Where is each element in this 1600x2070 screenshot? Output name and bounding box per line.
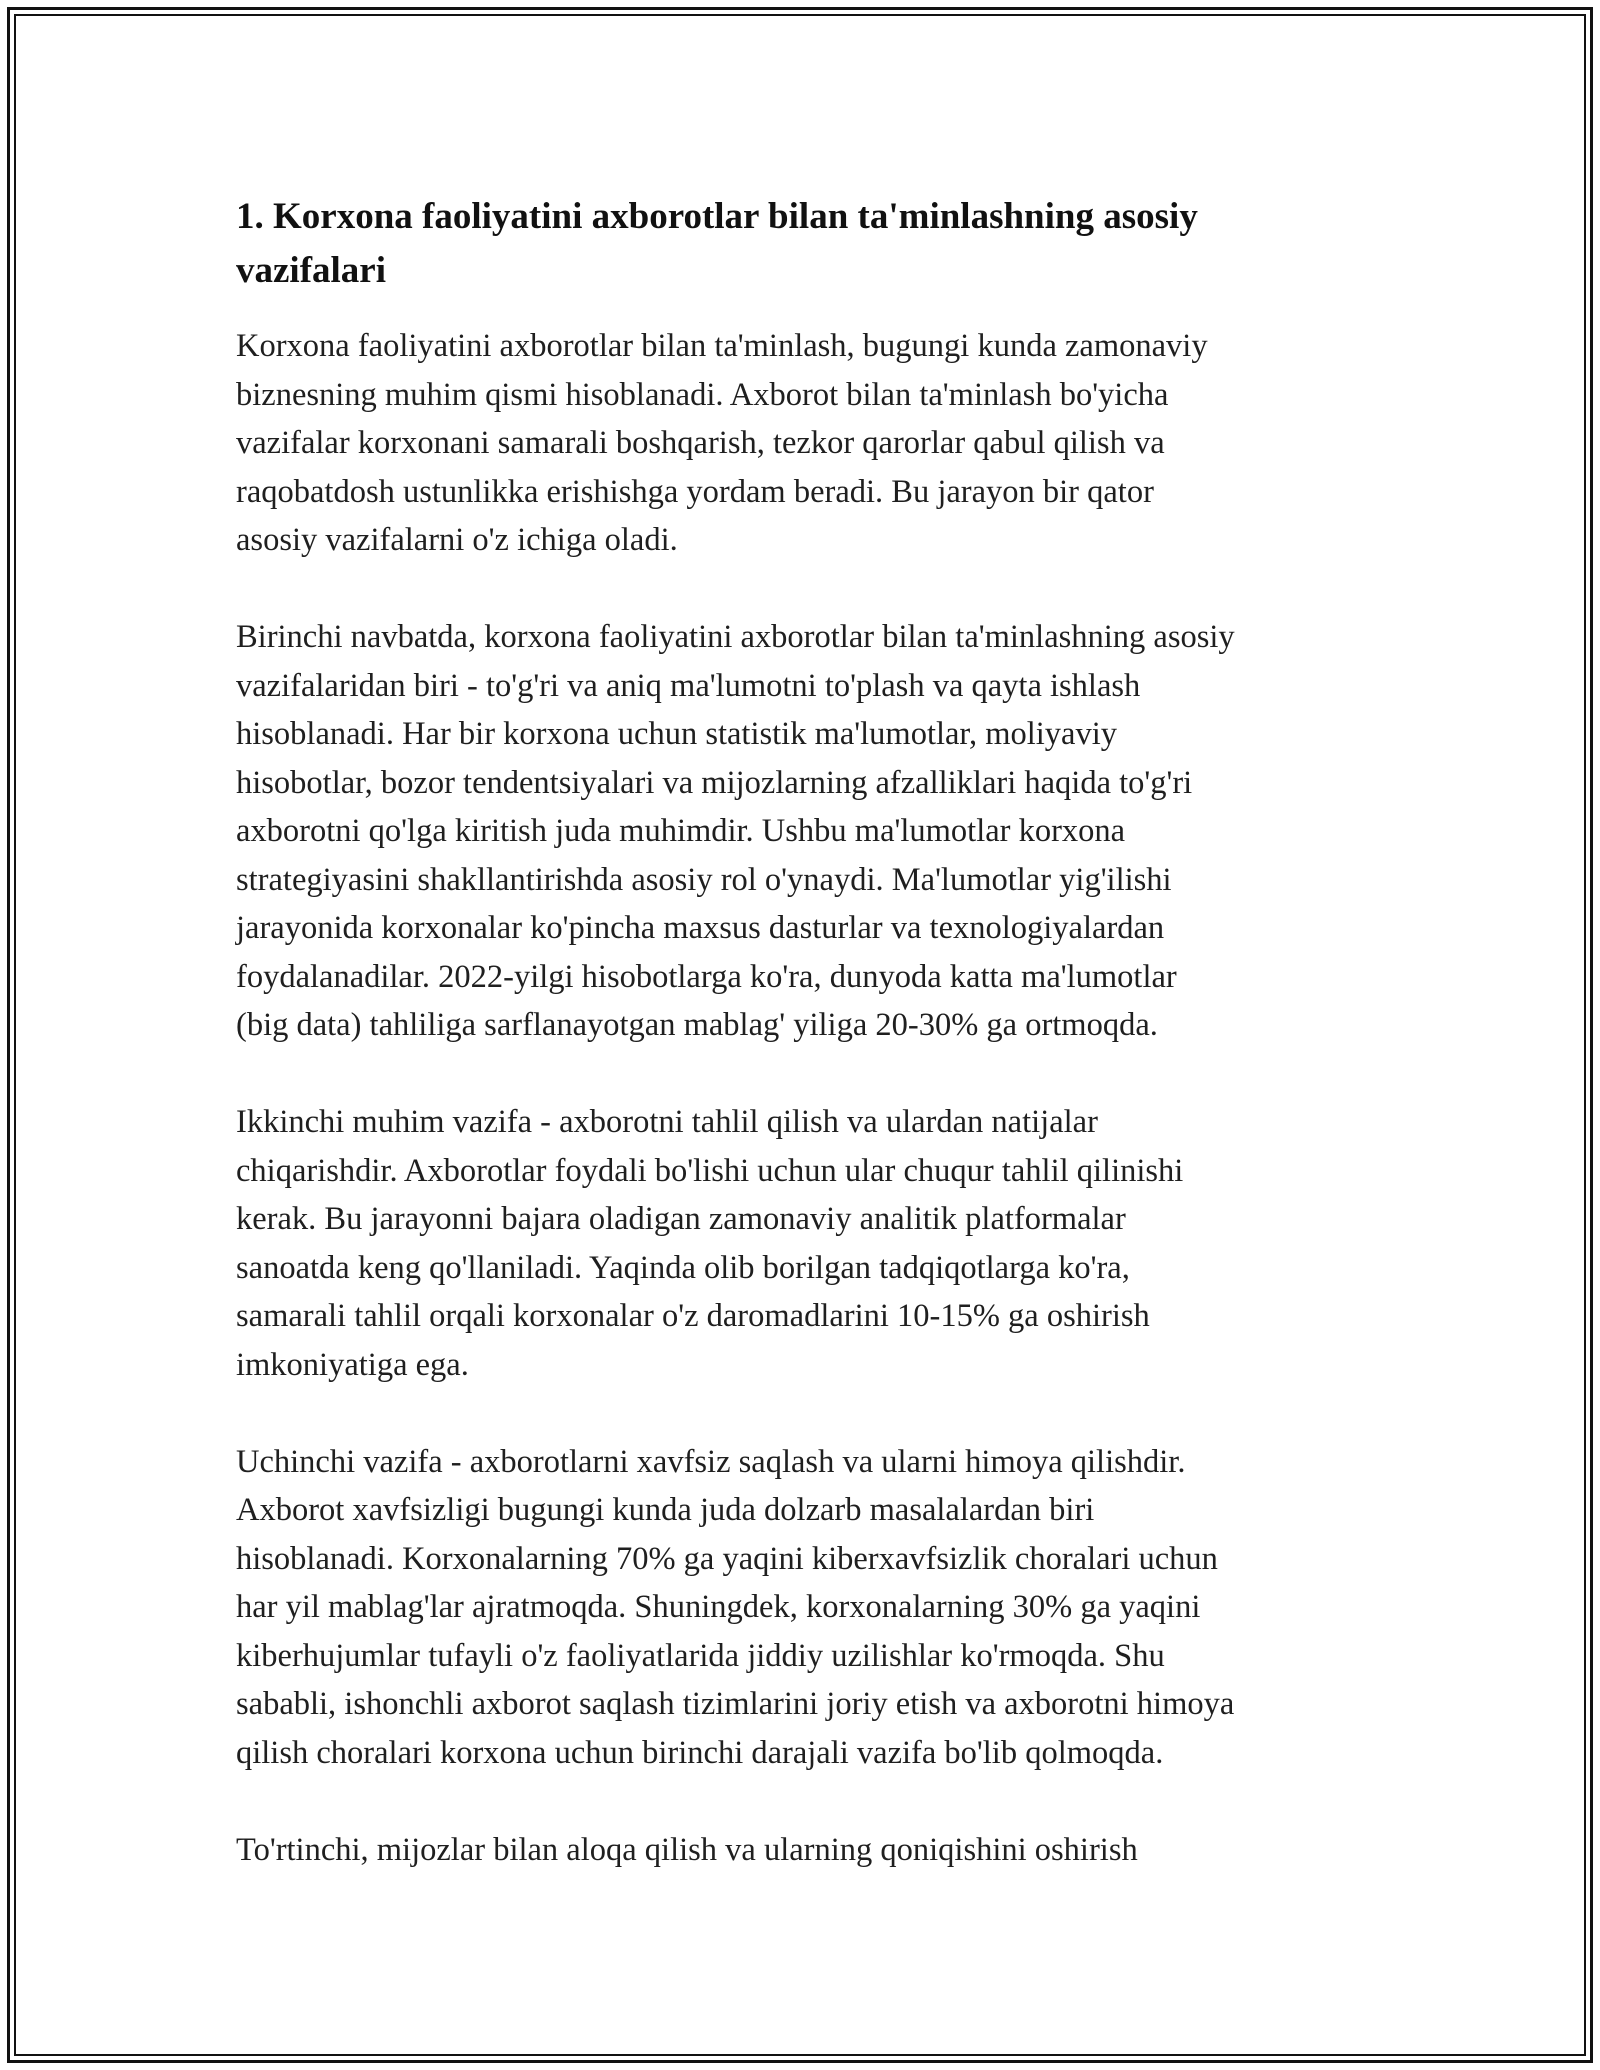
- text-line: sanoatda keng qo'llaniladi. Yaqinda olib borilgan tadqiqotlarga ko'ra,: [236, 1249, 1130, 1286]
- text-line: Korxona faoliyatini axborotlar bilan ta'minlash, bugungi kunda zamonaviy: [236, 328, 1208, 364]
- text-line: vazifalar korxonani samarali boshqarish, tezkor qarorlar qabul qilish va: [236, 425, 1165, 461]
- text-line: Ikkinchi muhim vazifa - axborotni tahlil qilish va ulardan natijalar: [236, 1104, 1098, 1140]
- text-line: (big data) tahliliga sarflanayotgan mablag' yiliga 20-30% ga ortmoqda.: [236, 1007, 1158, 1043]
- text-line: samarali tahlil orqali korxonalar o'z daromadlarini 10-15% ga oshirish: [236, 1298, 1150, 1334]
- text-line: axborotni qo'lga kiritish juda muhimdir. Ushbu ma'lumotlar korxona: [236, 813, 1126, 849]
- text-line: To'rtinchi, mijozlar bilan aloqa qilish va ularning qoniqishini oshirish: [236, 1831, 1138, 1868]
- text-line: jarayonida korxonalar ko'pincha maxsus dasturlar va texnologiyalardan: [236, 910, 1165, 946]
- text-line: raqobatdosh ustunlikka erishishga yordam beradi. Bu jarayon bir qator: [236, 473, 1154, 510]
- text-line: Axborot xavfsizligi bugungi kunda juda dolzarb masalalardan biri: [236, 1492, 1095, 1528]
- text-line: kerak. Bu jarayonni bajara oladigan zamonaviy analitik platformalar: [236, 1201, 1126, 1237]
- text-line: Uchinchi vazifa - axborotlarni xavfsiz saqlash va ularni himoya qilishdir.: [236, 1443, 1186, 1480]
- text-line: Birinchi navbatda, korxona faoliyatini axborotlar bilan ta'minlashning asosiy: [236, 619, 1235, 655]
- heading-line: vazifalari: [236, 250, 387, 291]
- text-line: hisoblanadi. Korxonalarning 70% ga yaqini kiberxavfsizlik choralari uchun: [236, 1540, 1218, 1577]
- text-line: foydalanadilar. 2022-yilgi hisobotlarga ko'ra, dunyoda katta ma'lumotlar: [236, 958, 1177, 995]
- text-line: biznesning muhim qismi hisoblanadi. Axborot bilan ta'minlash bo'yicha: [236, 376, 1169, 413]
- text-line: sababli, ishonchli axborot saqlash tizimlarini joriy etish va axborotni himoya: [236, 1686, 1235, 1722]
- paragraph-third-task: [236, 1438, 1416, 1778]
- text-line: har yil mablag'lar ajratmoqda. Shuningdek, korxonalarning 30% ga yaqini: [236, 1589, 1201, 1625]
- text-line: imkoniyatiga ega.: [236, 1346, 469, 1383]
- text-line: chiqarishdir. Axborotlar foydali bo'lishi uchun ular chuqur tahlil qilinishi: [236, 1152, 1184, 1189]
- text-line: qilish choralari korxona uchun birinchi darajali vazifa bo'lib qolmoqda.: [236, 1734, 1164, 1771]
- paragraph-second-task: [236, 1098, 1416, 1389]
- text-line: hisoblanadi. Har bir korxona uchun statistik ma'lumotlar, moliyaviy: [236, 716, 1117, 752]
- document-body: [236, 190, 1416, 1923]
- text-line: hisobotlar, bozor tendentsiyalari va mijozlarning afzalliklari haqida to'g'ri: [236, 764, 1193, 801]
- section-heading: [236, 190, 1416, 298]
- text-line: asosiy vazifalarni o'z ichiga oladi.: [236, 522, 678, 558]
- text-line: strategiyasini shakllantirishda asosiy rol o'ynaydi. Ma'lumotlar yig'ilishi: [236, 861, 1172, 898]
- paragraph-fourth-task: [236, 1826, 1416, 1875]
- heading-line: 1. Korxona faoliyatini axborotlar bilan ta'minlashning asosiy: [236, 196, 1198, 237]
- text-line: kiberhujumlar tufayli o'z faoliyatlarida jiddiy uzilishlar ko'rmoqda. Shu: [236, 1637, 1165, 1674]
- paragraph-first-task: [236, 613, 1416, 1050]
- paragraph-intro: [236, 322, 1416, 565]
- text-line: vazifalaridan biri - to'g'ri va aniq ma'lumotni to'plash va qayta ishlash: [236, 667, 1141, 704]
